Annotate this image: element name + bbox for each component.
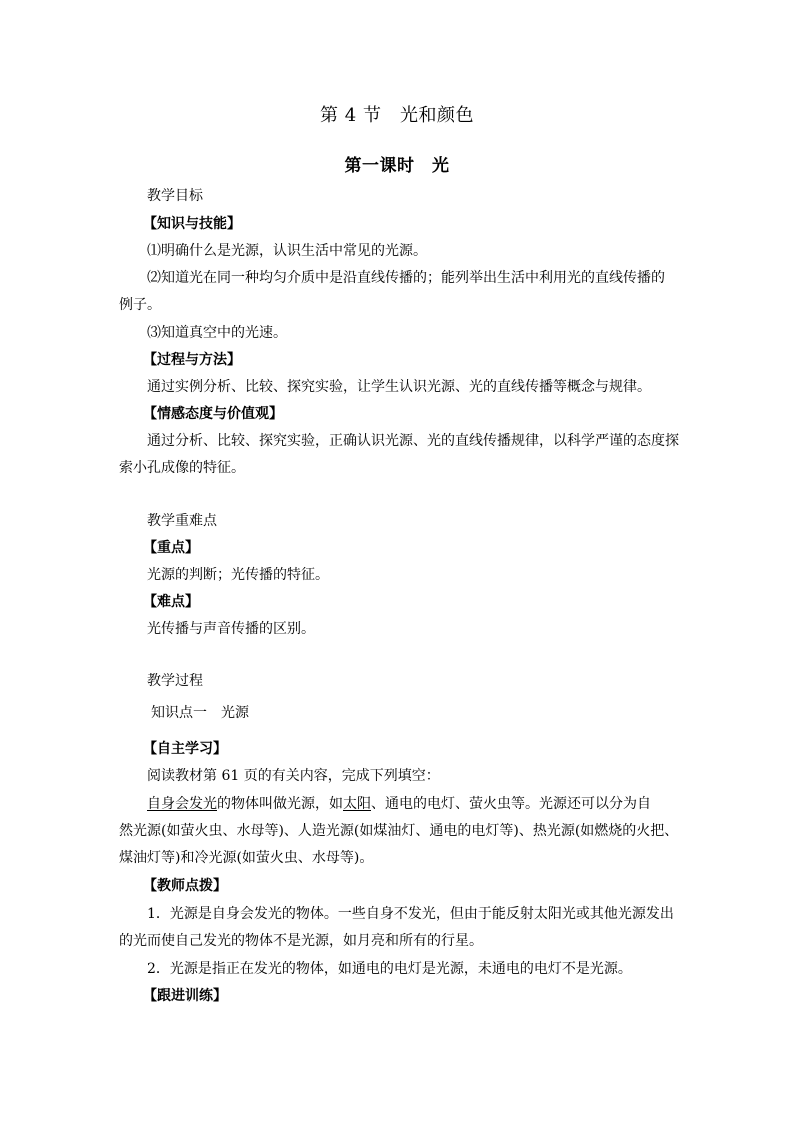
- tip1-line1: 1．光源是自身会发光的物体。一些自身不发光，但由于能反射太阳光或其他光源发出: [147, 906, 674, 922]
- fill-line2: 然光源(如萤火虫、水母等)、人造光源(如煤油灯、通电的电灯等)、热光源(如燃烧的火把、: [119, 823, 679, 839]
- fill-text-1: 的物体叫做光源，如: [217, 796, 343, 812]
- teacher-tip-heading: 【教师点拨】: [143, 878, 227, 894]
- focus-heading: 【重点】: [143, 540, 199, 556]
- tip1-line2: 的光而使自己发光的物体不是光源，如月亮和所有的行星。: [119, 933, 483, 949]
- knowledge-skills-heading: 【知识与技能】: [143, 216, 241, 232]
- focus-text: 光源的判断；光传播的特征。: [147, 567, 329, 583]
- knowledge-item-2-line2: 例子。: [119, 297, 161, 313]
- difficulty-heading: 【难点】: [143, 594, 199, 610]
- knowledge-item-3: ⑶知道真空中的光速。: [147, 325, 287, 341]
- emotion-values-line2: 索小孔成像的特征。: [119, 460, 245, 476]
- process-heading: 教学过程: [147, 673, 203, 689]
- knowledge-point-1: 知识点一 光源: [151, 705, 249, 721]
- fill-blank-line1: [147, 794, 651, 814]
- knowledge-item-2-line1: ⑵知道光在同一种均匀介质中是沿直线传播的；能列举出生活中利用光的直线传播的: [147, 270, 665, 286]
- process-method-text: 通过实例分析、比较、探究实验，让学生认识光源、光的直线传播等概念与规律。: [147, 379, 651, 395]
- self-study-heading: 【自主学习】: [143, 741, 227, 757]
- fill-text-2: 、通电的电灯、萤火虫等。光源还可以分为自: [371, 796, 651, 812]
- self-study-intro: 阅读教材第 61 页的有关内容，完成下列填空：: [147, 768, 440, 784]
- answer-blank-1: 自身会发光: [147, 796, 217, 812]
- key-points-heading: 教学重难点: [147, 513, 217, 529]
- difficulty-text: 光传播与声音传播的区别。: [147, 621, 315, 637]
- fill-line3: 煤油灯等)和冷光源(如萤火虫、水母等)。: [119, 850, 374, 866]
- objectives-heading: 教学目标: [147, 188, 203, 204]
- knowledge-item-1: ⑴明确什么是光源，认识生活中常见的光源。: [147, 243, 427, 259]
- emotion-values-line1: 通过分析、比较、探究实验，正确认识光源、光的直线传播规律，以科学严谨的态度探: [147, 433, 679, 449]
- emotion-values-heading: 【情感态度与价值观】: [143, 406, 283, 422]
- section-title: 第 4 节 光和颜色: [320, 105, 474, 126]
- tip2: 2．光源是指正在发光的物体，如通电的电灯是光源，未通电的电灯不是光源。: [147, 961, 632, 977]
- answer-blank-2: 太阳: [343, 796, 371, 812]
- process-method-heading: 【过程与方法】: [143, 352, 241, 368]
- practice-heading: 【跟进训练】: [143, 988, 227, 1004]
- lesson-subtitle: 第一课时 光: [344, 156, 450, 176]
